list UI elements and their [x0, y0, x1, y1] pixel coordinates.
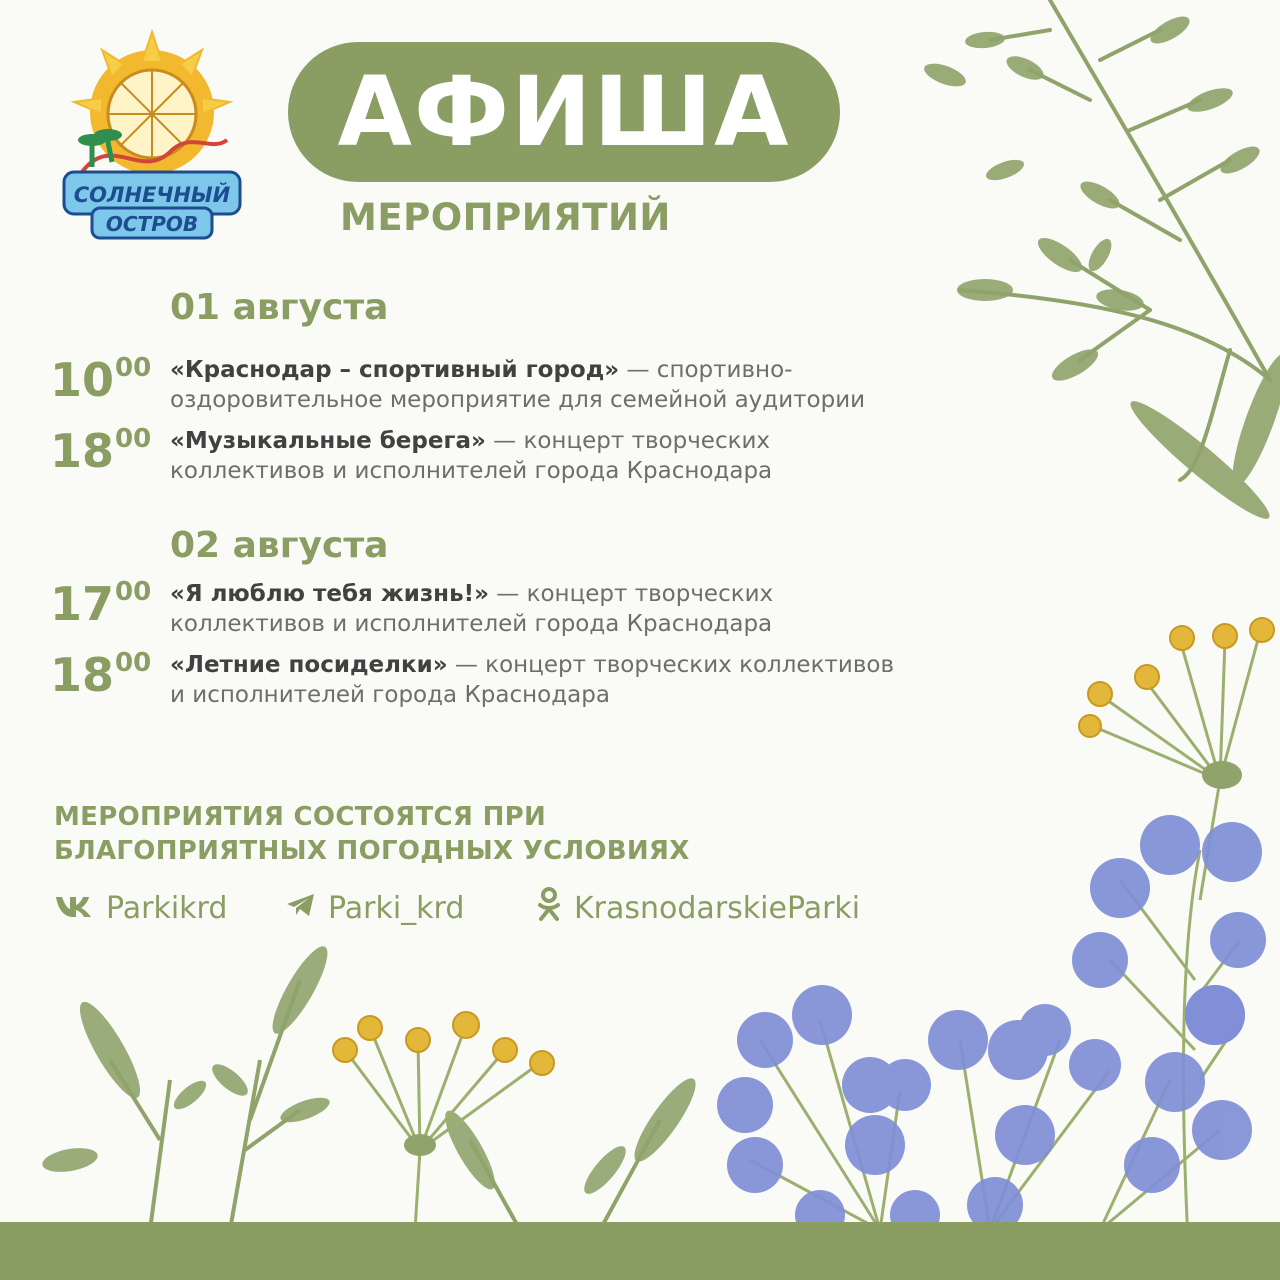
event-hour: 18	[50, 424, 115, 478]
event-hour: 17	[50, 577, 115, 631]
vk-handle: Parkikrd	[106, 890, 228, 926]
event-minutes: 00	[115, 648, 152, 678]
event-text: — концерт творческих коллективов и исполнителей города Краснодара	[170, 428, 773, 484]
event-text: — концерт творческих коллективов и исполнителей города Краснодара	[170, 652, 895, 708]
logo-line2: ОСТРОВ	[105, 212, 199, 236]
event-description	[170, 650, 910, 710]
page-title: АФИША	[337, 56, 791, 168]
event-2-2	[50, 650, 910, 720]
social-telegram[interactable]	[286, 886, 464, 930]
notice-line-2: БЛАГОПРИЯТНЫХ ПОГОДНЫХ УСЛОВИЯХ	[54, 836, 690, 866]
event-time	[50, 648, 152, 702]
umbel-center-bottom	[404, 1134, 436, 1156]
day-2-date: 02 августа	[170, 525, 389, 566]
sun-ferris-wheel-icon	[64, 32, 240, 238]
leaves-top-right	[921, 11, 1280, 528]
weather-notice	[54, 800, 754, 868]
event-time	[50, 577, 152, 631]
vk-icon	[54, 891, 94, 926]
event-text: — концерт творческих коллективов и исполнителей города Краснодара	[170, 581, 774, 637]
yellow-umbel-bottom	[345, 1025, 540, 1230]
social-ok[interactable]	[536, 886, 860, 930]
event-name: «Я люблю тебя жизнь!»	[170, 581, 489, 607]
title-pill	[288, 42, 840, 182]
leaves-bottom-left	[41, 940, 705, 1199]
leaf-branch-top-right	[960, 0, 1270, 480]
blue-berries-bottom	[717, 985, 1252, 1240]
event-hour: 10	[50, 353, 115, 407]
event-name: «Краснодар – спортивный город»	[170, 357, 620, 383]
event-2-1	[50, 579, 910, 649]
telegram-icon	[286, 891, 316, 926]
event-minutes: 00	[115, 353, 152, 383]
ok-handle: KrasnodarskieParki	[574, 890, 861, 926]
odnoklassniki-icon	[536, 886, 562, 930]
solnechny-ostrov-logo	[52, 22, 252, 244]
umbel-center-right	[1202, 761, 1242, 789]
ground-strip	[0, 1222, 1280, 1280]
event-time	[50, 424, 152, 478]
page-subtitle: МЕРОПРИЯТИЙ	[340, 196, 671, 239]
yellow-flowers-bottom	[333, 1012, 554, 1075]
notice-line-1: МЕРОПРИЯТИЯ СОСТОЯТСЯ ПРИ	[54, 802, 547, 832]
green-sprigs-bottom-left	[110, 980, 660, 1230]
event-description	[170, 579, 910, 639]
event-minutes: 00	[115, 424, 152, 454]
telegram-handle: Parki_krd	[328, 890, 465, 926]
social-vk[interactable]	[54, 886, 227, 930]
event-1-1	[50, 355, 910, 425]
yellow-umbel-right	[1090, 632, 1260, 900]
event-1-2	[50, 426, 910, 496]
day-1-date: 01 августа	[170, 287, 389, 328]
event-description	[170, 355, 910, 415]
logo-line1: СОЛНЕЧНЫЙ	[73, 183, 231, 207]
event-hour: 18	[50, 648, 115, 702]
blue-berry-stems-bottom	[750, 1020, 1220, 1230]
event-description	[170, 426, 910, 486]
event-name: «Летние посиделки»	[170, 652, 448, 678]
social-links	[54, 886, 914, 930]
event-minutes: 00	[115, 577, 152, 607]
yellow-flowers-right	[1079, 618, 1274, 737]
event-time	[50, 353, 152, 407]
blue-berry-stems-right	[1110, 850, 1240, 1280]
event-name: «Музыкальные берега»	[170, 428, 486, 454]
blue-berries-right	[1072, 815, 1266, 1045]
event-text: — спортивно-оздоровительное мероприятие для семейной аудитории	[170, 357, 866, 413]
